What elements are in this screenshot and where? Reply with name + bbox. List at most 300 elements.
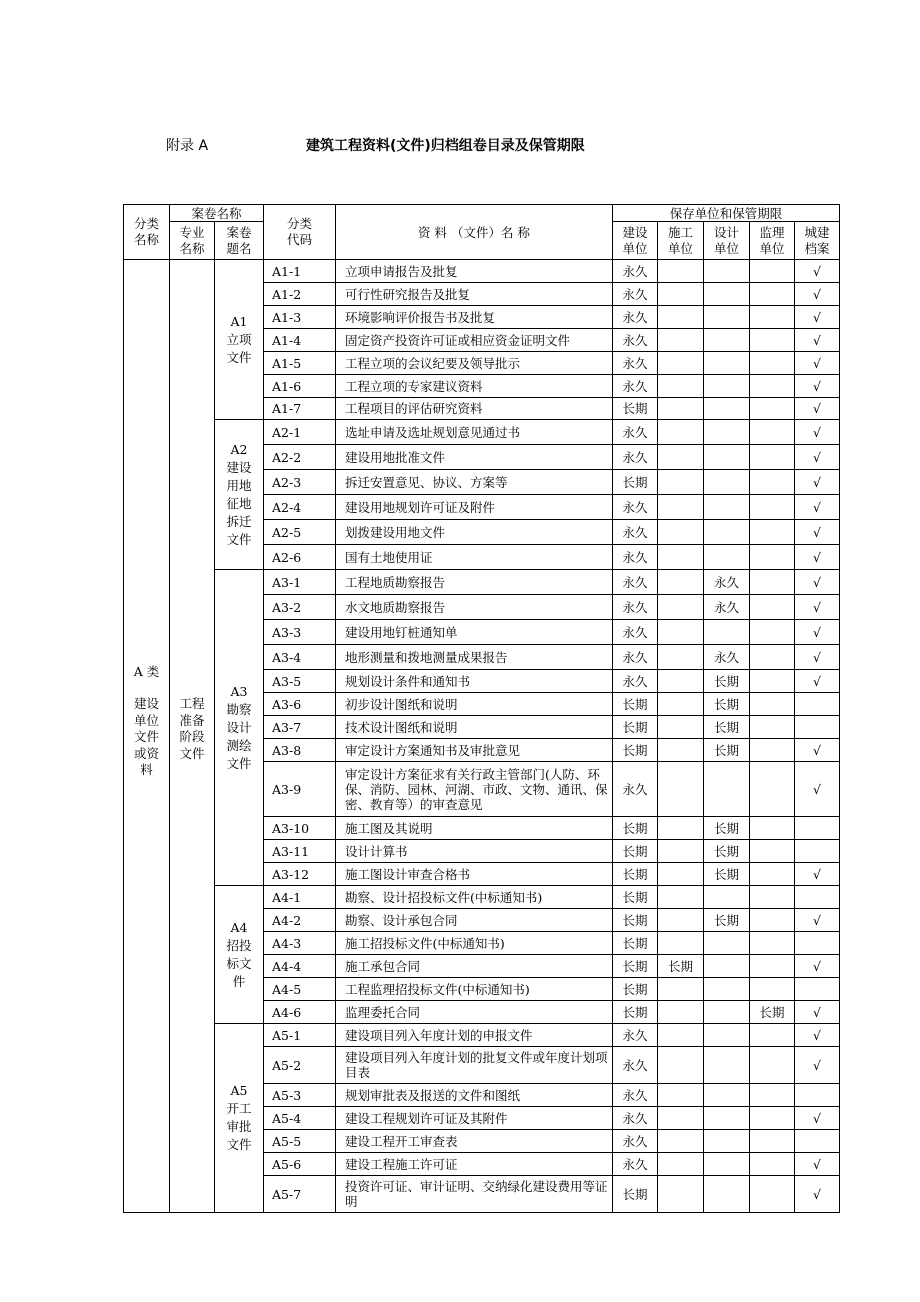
retention-build-cell: 永久 xyxy=(613,495,658,520)
retention-construct-cell: 长期 xyxy=(658,955,704,978)
retention-archive-cell xyxy=(795,1130,840,1153)
retention-supervise-cell xyxy=(750,1153,795,1176)
class-code-cell: A5-4 xyxy=(264,1107,336,1130)
retention-build-cell: 长期 xyxy=(613,1001,658,1024)
retention-build-cell: 长期 xyxy=(613,716,658,739)
retention-supervise-cell xyxy=(750,978,795,1001)
retention-archive-cell xyxy=(795,840,840,863)
retention-construct-cell xyxy=(658,693,704,716)
retention-archive-cell: √ xyxy=(795,520,840,545)
class-code-cell: A1-2 xyxy=(264,283,336,306)
retention-supervise-cell xyxy=(750,762,795,817)
doc-name-cell: 工程立项的会议纪要及领导批示 xyxy=(336,352,613,375)
retention-design-cell xyxy=(704,1107,750,1130)
retention-build-cell: 长期 xyxy=(613,817,658,840)
retention-construct-cell xyxy=(658,1047,704,1084)
retention-supervise-cell xyxy=(750,1176,795,1213)
retention-supervise-cell xyxy=(750,420,795,445)
retention-design-cell xyxy=(704,932,750,955)
retention-build-cell: 永久 xyxy=(613,1084,658,1107)
retention-supervise-cell xyxy=(750,398,795,420)
retention-build-cell: 长期 xyxy=(613,1176,658,1213)
retention-design-cell xyxy=(704,520,750,545)
class-code-cell: A3-6 xyxy=(264,693,336,716)
category-cell xyxy=(124,260,170,1213)
doc-name-cell: 投资许可证、审计证明、交纳绿化建设费用等证明 xyxy=(336,1176,613,1213)
doc-name-cell: 选址申请及选址规划意见通过书 xyxy=(336,420,613,445)
class-code-cell: A4-6 xyxy=(264,1001,336,1024)
retention-design-cell xyxy=(704,545,750,570)
retention-supervise-cell xyxy=(750,1024,795,1047)
class-code-cell: A2-6 xyxy=(264,545,336,570)
doc-name-cell: 环境影响评价报告书及批复 xyxy=(336,306,613,329)
volume-title-header xyxy=(215,222,264,260)
doc-name-cell: 建设项目列入年度计划的申报文件 xyxy=(336,1024,613,1047)
retention-construct-cell xyxy=(658,1176,704,1213)
retention-construct-cell xyxy=(658,1001,704,1024)
retention-supervise-cell xyxy=(750,1130,795,1153)
class-code-cell: A1-7 xyxy=(264,398,336,420)
class-code-cell: A4-5 xyxy=(264,978,336,1001)
retention-supervise-cell xyxy=(750,470,795,495)
retention-design-cell xyxy=(704,1024,750,1047)
retention-construct-cell xyxy=(658,445,704,470)
retention-supervise-cell xyxy=(750,1107,795,1130)
retention-construct-cell xyxy=(658,470,704,495)
retention-build-cell: 永久 xyxy=(613,595,658,620)
retention-construct-cell xyxy=(658,670,704,693)
doc-name-cell: 审定设计方案征求有关行政主管部门(人防、环保、消防、园林、河湖、市政、文物、通讯、保密、教育等）的审查意见 xyxy=(336,762,613,817)
retention-archive-cell: √ xyxy=(795,445,840,470)
retention-supervise-cell xyxy=(750,620,795,645)
retention-supervise-cell xyxy=(750,1084,795,1107)
retention-construct-cell xyxy=(658,1153,704,1176)
retention-supervise-cell xyxy=(750,886,795,909)
doc-name-cell: 施工图及其说明 xyxy=(336,817,613,840)
class-code-cell: A1-4 xyxy=(264,329,336,352)
retention-archive-cell: √ xyxy=(795,495,840,520)
retention-build-cell: 永久 xyxy=(613,306,658,329)
retention-group-header: 保存单位和保管期限 xyxy=(613,205,840,222)
doc-name-cell: 初步设计图纸和说明 xyxy=(336,693,613,716)
unit-archive-header xyxy=(795,222,840,260)
retention-design-cell xyxy=(704,1176,750,1213)
doc-name-cell: 规划设计条件和通知书 xyxy=(336,670,613,693)
retention-archive-cell: √ xyxy=(795,620,840,645)
class-code-cell: A4-1 xyxy=(264,886,336,909)
retention-supervise-cell xyxy=(750,670,795,693)
retention-archive-cell: √ xyxy=(795,595,840,620)
retention-supervise-cell xyxy=(750,739,795,762)
retention-design-cell xyxy=(704,886,750,909)
class-code-cell: A3-2 xyxy=(264,595,336,620)
retention-archive-cell: √ xyxy=(795,570,840,595)
retention-design-cell xyxy=(704,955,750,978)
retention-construct-cell xyxy=(658,570,704,595)
retention-build-cell: 长期 xyxy=(613,398,658,420)
retention-construct-cell xyxy=(658,306,704,329)
class-code-header xyxy=(264,205,336,260)
retention-build-cell: 永久 xyxy=(613,375,658,398)
retention-archive-cell: √ xyxy=(795,398,840,420)
retention-build-cell: 永久 xyxy=(613,1153,658,1176)
retention-design-cell: 永久 xyxy=(704,570,750,595)
retention-build-cell: 永久 xyxy=(613,329,658,352)
category-name-header xyxy=(124,205,170,260)
class-code-cell: A4-2 xyxy=(264,909,336,932)
retention-supervise-cell xyxy=(750,570,795,595)
class-code-cell: A2-1 xyxy=(264,420,336,445)
retention-construct-cell xyxy=(658,1107,704,1130)
class-code-cell: A3-1 xyxy=(264,570,336,595)
retention-archive-cell: √ xyxy=(795,739,840,762)
retention-construct-cell xyxy=(658,645,704,670)
retention-construct-cell xyxy=(658,620,704,645)
volume-title-header-text: 案卷题名 xyxy=(226,224,252,256)
retention-build-cell: 长期 xyxy=(613,955,658,978)
retention-design-cell xyxy=(704,398,750,420)
class-code-cell: A1-3 xyxy=(264,306,336,329)
retention-archive-cell xyxy=(795,978,840,1001)
class-code-cell: A5-3 xyxy=(264,1084,336,1107)
table-row xyxy=(124,886,840,909)
retention-construct-cell xyxy=(658,595,704,620)
doc-name-cell: 工程立项的专家建议资料 xyxy=(336,375,613,398)
retention-build-cell: 永久 xyxy=(613,545,658,570)
retention-archive-cell: √ xyxy=(795,283,840,306)
retention-archive-cell: √ xyxy=(795,260,840,283)
doc-name-cell: 建设工程规划许可证及其附件 xyxy=(336,1107,613,1130)
retention-supervise-cell xyxy=(750,595,795,620)
retention-supervise-cell xyxy=(750,955,795,978)
class-code-cell: A1-5 xyxy=(264,352,336,375)
retention-design-cell xyxy=(704,445,750,470)
doc-name-cell: 立项申请报告及批复 xyxy=(336,260,613,283)
retention-build-cell: 长期 xyxy=(613,739,658,762)
retention-build-cell: 永久 xyxy=(613,645,658,670)
retention-archive-cell: √ xyxy=(795,955,840,978)
doc-name-cell: 勘察、设计承包合同 xyxy=(336,909,613,932)
retention-construct-cell xyxy=(658,1130,704,1153)
retention-archive-cell: √ xyxy=(795,329,840,352)
retention-build-cell: 永久 xyxy=(613,520,658,545)
retention-build-cell: 永久 xyxy=(613,1047,658,1084)
retention-design-cell xyxy=(704,283,750,306)
retention-build-cell: 长期 xyxy=(613,693,658,716)
class-code-cell: A2-2 xyxy=(264,445,336,470)
retention-supervise-cell xyxy=(750,693,795,716)
archive-catalog-table xyxy=(123,204,840,1213)
retention-construct-cell xyxy=(658,739,704,762)
retention-design-cell xyxy=(704,1153,750,1176)
doc-name-cell: 可行性研究报告及批复 xyxy=(336,283,613,306)
retention-build-cell: 永久 xyxy=(613,260,658,283)
retention-supervise-cell xyxy=(750,645,795,670)
doc-name-cell: 施工招投标文件(中标通知书) xyxy=(336,932,613,955)
retention-design-cell xyxy=(704,620,750,645)
volume-title-cell xyxy=(215,570,264,886)
retention-construct-cell xyxy=(658,260,704,283)
class-code-cell: A5-2 xyxy=(264,1047,336,1084)
retention-design-cell xyxy=(704,260,750,283)
class-code-cell: A2-5 xyxy=(264,520,336,545)
doc-name-header: 资 料 （文件）名 称 xyxy=(336,205,613,260)
retention-design-cell xyxy=(704,352,750,375)
retention-supervise-cell xyxy=(750,932,795,955)
doc-name-cell: 建设用地钉桩通知单 xyxy=(336,620,613,645)
retention-archive-cell xyxy=(795,932,840,955)
retention-archive-cell xyxy=(795,817,840,840)
retention-supervise-cell xyxy=(750,445,795,470)
retention-design-cell xyxy=(704,306,750,329)
retention-archive-cell: √ xyxy=(795,1107,840,1130)
retention-build-cell: 长期 xyxy=(613,932,658,955)
retention-construct-cell xyxy=(658,840,704,863)
retention-design-cell: 长期 xyxy=(704,670,750,693)
volume-title: A5开工审批文件 xyxy=(226,1083,252,1152)
volume-name-header: 案卷名称 xyxy=(170,205,264,222)
doc-name-cell: 划拨建设用地文件 xyxy=(336,520,613,545)
retention-supervise-cell xyxy=(750,329,795,352)
retention-archive-cell: √ xyxy=(795,545,840,570)
retention-design-cell: 永久 xyxy=(704,645,750,670)
retention-build-cell: 永久 xyxy=(613,420,658,445)
retention-archive-cell xyxy=(795,1084,840,1107)
retention-construct-cell xyxy=(658,716,704,739)
retention-archive-cell: √ xyxy=(795,352,840,375)
retention-construct-cell xyxy=(658,420,704,445)
doc-name-cell: 设计计算书 xyxy=(336,840,613,863)
doc-name-cell: 国有土地使用证 xyxy=(336,545,613,570)
doc-name-cell: 建设项目列入年度计划的批复文件或年度计划项目表 xyxy=(336,1047,613,1084)
class-code-cell: A3-11 xyxy=(264,840,336,863)
doc-name-cell: 拆迁安置意见、协议、方案等 xyxy=(336,470,613,495)
retention-supervise-cell xyxy=(750,495,795,520)
class-code-cell: A5-7 xyxy=(264,1176,336,1213)
retention-construct-cell xyxy=(658,495,704,520)
retention-archive-cell: √ xyxy=(795,1001,840,1024)
retention-construct-cell xyxy=(658,545,704,570)
class-code-cell: A2-3 xyxy=(264,470,336,495)
specialty-cell xyxy=(170,260,215,1213)
page-title: 建筑工程资料(文件)归档组卷目录及保管期限 xyxy=(306,138,585,154)
unit-supervise-header xyxy=(750,222,795,260)
retention-design-cell xyxy=(704,495,750,520)
retention-construct-cell xyxy=(658,283,704,306)
retention-design-cell xyxy=(704,762,750,817)
retention-design-cell xyxy=(704,1047,750,1084)
category-name-header-text: 分类名称 xyxy=(133,216,159,247)
retention-build-cell: 永久 xyxy=(613,570,658,595)
retention-build-cell: 长期 xyxy=(613,470,658,495)
retention-build-cell: 长期 xyxy=(613,886,658,909)
retention-archive-cell: √ xyxy=(795,762,840,817)
retention-design-cell: 长期 xyxy=(704,739,750,762)
retention-archive-cell: √ xyxy=(795,375,840,398)
doc-name-cell: 工程项目的评估研究资料 xyxy=(336,398,613,420)
class-code-cell: A3-4 xyxy=(264,645,336,670)
retention-design-cell xyxy=(704,1084,750,1107)
retention-build-cell: 永久 xyxy=(613,762,658,817)
class-code-cell: A3-12 xyxy=(264,863,336,886)
retention-build-cell: 永久 xyxy=(613,1024,658,1047)
retention-archive-cell: √ xyxy=(795,420,840,445)
unit-supervise-header-text: 监理单位 xyxy=(759,224,785,256)
retention-construct-cell xyxy=(658,817,704,840)
retention-design-cell: 长期 xyxy=(704,840,750,863)
volume-title-cell xyxy=(215,1024,264,1213)
doc-name-cell: 建设工程施工许可证 xyxy=(336,1153,613,1176)
retention-design-cell: 长期 xyxy=(704,863,750,886)
class-code-cell: A2-4 xyxy=(264,495,336,520)
doc-name-cell: 技术设计图纸和说明 xyxy=(336,716,613,739)
unit-build-header xyxy=(613,222,658,260)
class-code-cell: A3-5 xyxy=(264,670,336,693)
doc-name-cell: 施工承包合同 xyxy=(336,955,613,978)
retention-build-cell: 长期 xyxy=(613,840,658,863)
retention-archive-cell xyxy=(795,693,840,716)
class-code-cell: A3-3 xyxy=(264,620,336,645)
unit-construct-header-text: 施工单位 xyxy=(667,224,693,256)
retention-build-cell: 永久 xyxy=(613,1107,658,1130)
table-row xyxy=(124,570,840,595)
doc-name-cell: 地形测量和拨地测量成果报告 xyxy=(336,645,613,670)
class-code-cell: A5-5 xyxy=(264,1130,336,1153)
retention-construct-cell xyxy=(658,329,704,352)
retention-construct-cell xyxy=(658,1084,704,1107)
table-body xyxy=(124,260,840,1213)
retention-archive-cell: √ xyxy=(795,645,840,670)
retention-archive-cell xyxy=(795,716,840,739)
retention-supervise-cell xyxy=(750,520,795,545)
retention-build-cell: 永久 xyxy=(613,283,658,306)
retention-archive-cell: √ xyxy=(795,1024,840,1047)
retention-archive-cell xyxy=(795,886,840,909)
retention-supervise-cell: 长期 xyxy=(750,1001,795,1024)
volume-title-cell xyxy=(215,260,264,420)
volume-title-cell xyxy=(215,420,264,570)
retention-archive-cell: √ xyxy=(795,306,840,329)
class-code-cell: A4-3 xyxy=(264,932,336,955)
retention-build-cell: 永久 xyxy=(613,445,658,470)
class-code-cell: A3-7 xyxy=(264,716,336,739)
page-header xyxy=(0,133,920,157)
retention-construct-cell xyxy=(658,932,704,955)
doc-name-cell: 勘察、设计招投标文件(中标通知书) xyxy=(336,886,613,909)
retention-build-cell: 永久 xyxy=(613,352,658,375)
retention-build-cell: 永久 xyxy=(613,670,658,693)
retention-archive-cell: √ xyxy=(795,470,840,495)
retention-supervise-cell xyxy=(750,716,795,739)
unit-design-header-text: 设计单位 xyxy=(713,224,739,256)
retention-construct-cell xyxy=(658,886,704,909)
retention-supervise-cell xyxy=(750,817,795,840)
retention-design-cell xyxy=(704,1001,750,1024)
retention-supervise-cell xyxy=(750,283,795,306)
retention-construct-cell xyxy=(658,863,704,886)
retention-archive-cell: √ xyxy=(795,1047,840,1084)
category-name: 建设单位文件或资料 xyxy=(133,696,159,777)
unit-archive-header-text: 城建档案 xyxy=(804,224,830,256)
doc-name-cell: 审定设计方案通知书及审批意见 xyxy=(336,739,613,762)
retention-construct-cell xyxy=(658,978,704,1001)
retention-construct-cell xyxy=(658,762,704,817)
retention-design-cell xyxy=(704,470,750,495)
retention-design-cell: 长期 xyxy=(704,716,750,739)
doc-name-cell: 建设用地批准文件 xyxy=(336,445,613,470)
retention-build-cell: 长期 xyxy=(613,863,658,886)
doc-name-cell: 监理委托合同 xyxy=(336,1001,613,1024)
retention-design-cell: 长期 xyxy=(704,817,750,840)
doc-name-cell: 规划审批表及报送的文件和图纸 xyxy=(336,1084,613,1107)
retention-archive-cell: √ xyxy=(795,1176,840,1213)
class-code-cell: A1-6 xyxy=(264,375,336,398)
table-row xyxy=(124,1024,840,1047)
volume-title: A2建设用地征地拆迁文件 xyxy=(226,441,252,547)
doc-name-cell: 水文地质勘察报告 xyxy=(336,595,613,620)
specialty-name: 工程准备阶段文件 xyxy=(179,696,205,761)
retention-supervise-cell xyxy=(750,545,795,570)
retention-construct-cell xyxy=(658,520,704,545)
class-code-cell: A1-1 xyxy=(264,260,336,283)
class-code-cell: A5-6 xyxy=(264,1153,336,1176)
retention-supervise-cell xyxy=(750,352,795,375)
class-code-header-text: 分类代码 xyxy=(286,216,312,247)
specialty-name-header xyxy=(170,222,215,260)
class-code-cell: A3-8 xyxy=(264,739,336,762)
retention-design-cell: 长期 xyxy=(704,693,750,716)
retention-build-cell: 永久 xyxy=(613,1130,658,1153)
volume-title: A4招投标文件 xyxy=(226,919,252,989)
doc-name-cell: 工程地质勘察报告 xyxy=(336,570,613,595)
class-code-cell: A3-10 xyxy=(264,817,336,840)
retention-supervise-cell xyxy=(750,909,795,932)
unit-build-header-text: 建设单位 xyxy=(622,224,648,256)
retention-design-cell: 永久 xyxy=(704,595,750,620)
retention-archive-cell: √ xyxy=(795,863,840,886)
retention-design-cell xyxy=(704,375,750,398)
retention-supervise-cell xyxy=(750,306,795,329)
retention-design-cell xyxy=(704,420,750,445)
doc-name-cell: 建设用地规划许可证及附件 xyxy=(336,495,613,520)
class-code-cell: A3-9 xyxy=(264,762,336,817)
retention-design-cell xyxy=(704,978,750,1001)
retention-build-cell: 长期 xyxy=(613,978,658,1001)
retention-supervise-cell xyxy=(750,1047,795,1084)
retention-supervise-cell xyxy=(750,840,795,863)
retention-supervise-cell xyxy=(750,863,795,886)
volume-title: A3勘察设计测绘文件 xyxy=(226,683,252,771)
retention-build-cell: 永久 xyxy=(613,620,658,645)
retention-construct-cell xyxy=(658,375,704,398)
retention-archive-cell: √ xyxy=(795,670,840,693)
retention-supervise-cell xyxy=(750,260,795,283)
retention-build-cell: 长期 xyxy=(613,909,658,932)
volume-title: A1立项文件 xyxy=(226,313,252,365)
retention-design-cell xyxy=(704,329,750,352)
category-code: A 类 xyxy=(133,664,160,679)
retention-archive-cell: √ xyxy=(795,909,840,932)
class-code-cell: A4-4 xyxy=(264,955,336,978)
table-row xyxy=(124,260,840,283)
unit-design-header xyxy=(704,222,750,260)
doc-name-cell: 建设工程开工审查表 xyxy=(336,1130,613,1153)
retention-construct-cell xyxy=(658,352,704,375)
specialty-name-header-text: 专业名称 xyxy=(179,224,205,256)
retention-construct-cell xyxy=(658,909,704,932)
retention-archive-cell: √ xyxy=(795,1153,840,1176)
doc-name-cell: 施工图设计审查合格书 xyxy=(336,863,613,886)
